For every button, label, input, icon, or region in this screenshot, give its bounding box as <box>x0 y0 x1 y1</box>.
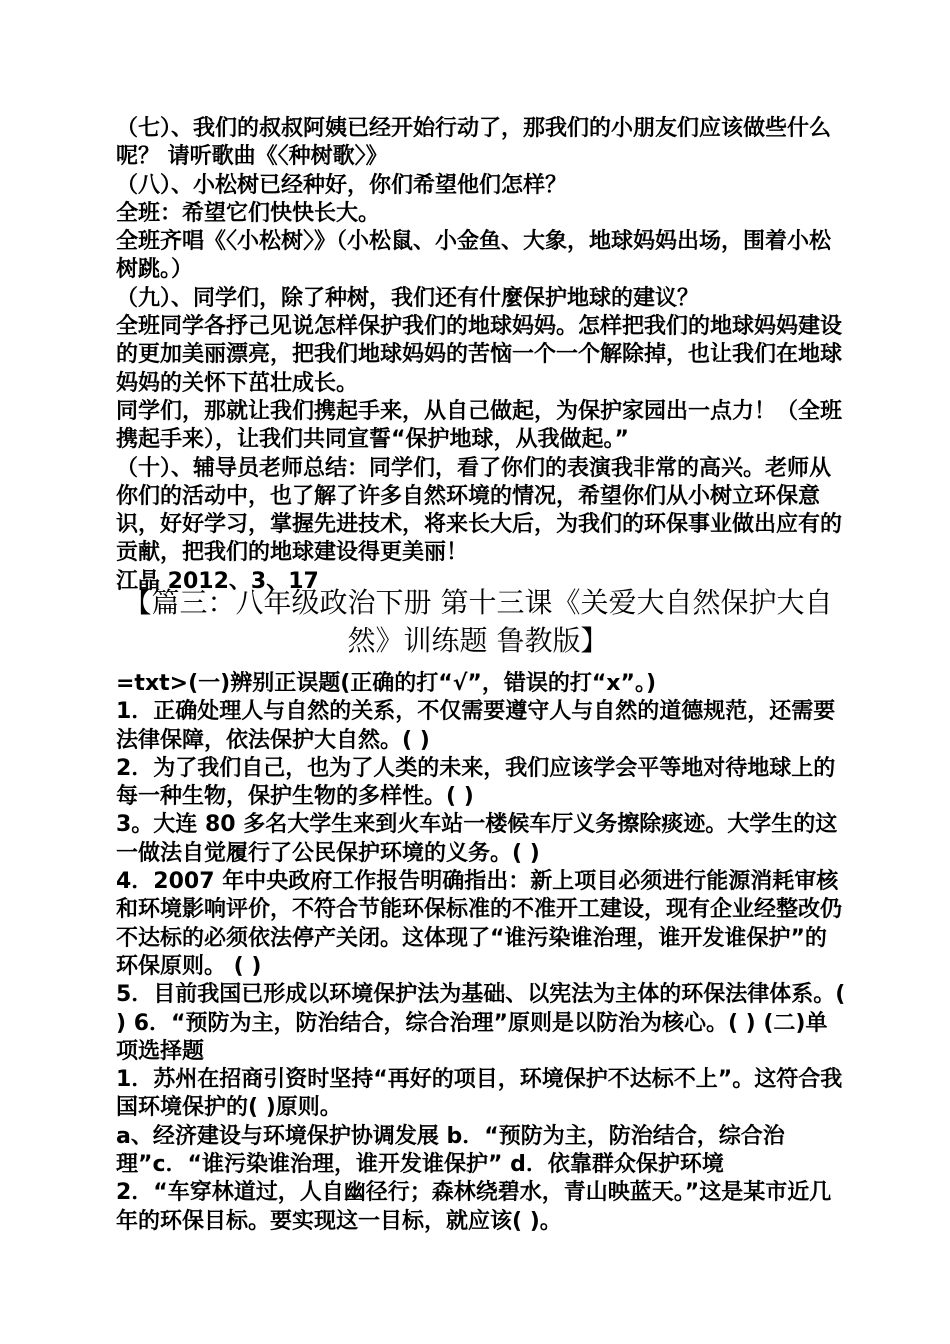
choice-question-1: 1．苏州在招商引资时坚持“再好的项目，环境保护不达标不上”。这符合我国环境保护的( )原则。 <box>116 1067 843 1121</box>
question-2: 2．为了我们自己，也为了人类的未来，我们应该学会平等地对待地球上的每一种生物，保护生物的多样性。( ) <box>116 755 836 810</box>
paragraph-nine: （九）、同学们，除了种树，我们还有什麼保护地球的建议？ <box>116 285 700 311</box>
choice-options: a、经济建设与环境保护协调发展 b．“预防为主，防治结合，综合治理”c．“谁污染谁治理，谁开发谁保护” d．依靠群众保护环境 <box>116 1123 785 1178</box>
question-1: 1．正确处理人与自然的关系，不仅需要遵守人与自然的道德规范，还需要法律保障，依法保护大自然。( ) <box>116 699 836 753</box>
true-false-header: =txt>(一)辨别正误题(正确的打“√”，错误的打“x”。) <box>116 671 657 696</box>
paragraph-class-ideas: 全班同学各抒己见说怎样保护我们的地球妈妈。怎样把我们的地球妈妈建设的更加美丽漂亮，把我们地球妈妈的苦恼一个一个解除掉，也让我们在地球妈妈的关怀下茁壮成长。 <box>116 314 843 396</box>
paragraph-seven: （七）、我们的叔叔阿姨已经开始行动了，那我们的小朋友们应该做些什么呢？ 请听歌曲《〈种树歌〉》 <box>116 116 832 170</box>
paragraph-class-reply: 全班：希望它们快快长大。 <box>116 200 381 226</box>
question-3: 3。大连 80 多名大学生来到火车站一楼候车厅义务擦除痰迹。大学生的这一做法自觉履行了公民保护环境的义务。( ) <box>116 812 838 866</box>
paragraph-pledge: 同学们，那就让我们携起手来，从自己做起，为保护家园出一点力！（全班携起手来），让我们共同宣誓“保护地球，从我做起。” <box>116 398 843 453</box>
author-date: 江晶 2012、3、17 <box>116 568 319 594</box>
question-5-6: 5．目前我国已形成以环境保护法为基础、以宪法为主体的环保法律体系。( ) 6．“预防为主，防治结合，综合治理”原则是以防治为核心。( ) (二)单项选择题 <box>116 982 846 1064</box>
choice-question-2: 2．“车穿林道过，人自幽径行；森林绕碧水，青山映蓝天。”这是某市近几年的环保目标。要实现这一目标，就应该( )。 <box>116 1180 832 1234</box>
activity-section <box>116 115 846 596</box>
section-heading: 【篇三：八年级政治下册 第十三课《关爱大自然保护大自然》训练题 鲁教版】 <box>123 586 833 657</box>
paragraph-ten: （十）、辅导员老师总结：同学们，看了你们的表演我非常的高兴。老师从你们的活动中，也了解了许多自然环境的情况，希望你们从小树立环保意识，好好学习，掌握先进技术，将来长大后，为我们的环保事业做出应有的贡献，把我们的地球建设得更美丽！ <box>116 455 843 566</box>
paragraph-eight: （八）、小松树已经种好，你们希望他们怎样？ <box>116 172 568 198</box>
exercise-section <box>116 670 846 1236</box>
paragraph-class-song: 全班齐唱《〈小松树〉》（小松鼠、小金鱼、大象，地球妈妈出场，围着小松树跳。） <box>116 229 832 283</box>
question-4: 4．2007 年中央政府工作报告明确指出：新上项目必须进行能源消耗审核和环境影响评价，不符合节能环保标准的不准开工建设，现有企业经整改仍不达标的必须依法停产关闭。这体现了“谁污染谁治理，谁开发谁保护”的环保原则。 ( ) <box>116 869 843 979</box>
